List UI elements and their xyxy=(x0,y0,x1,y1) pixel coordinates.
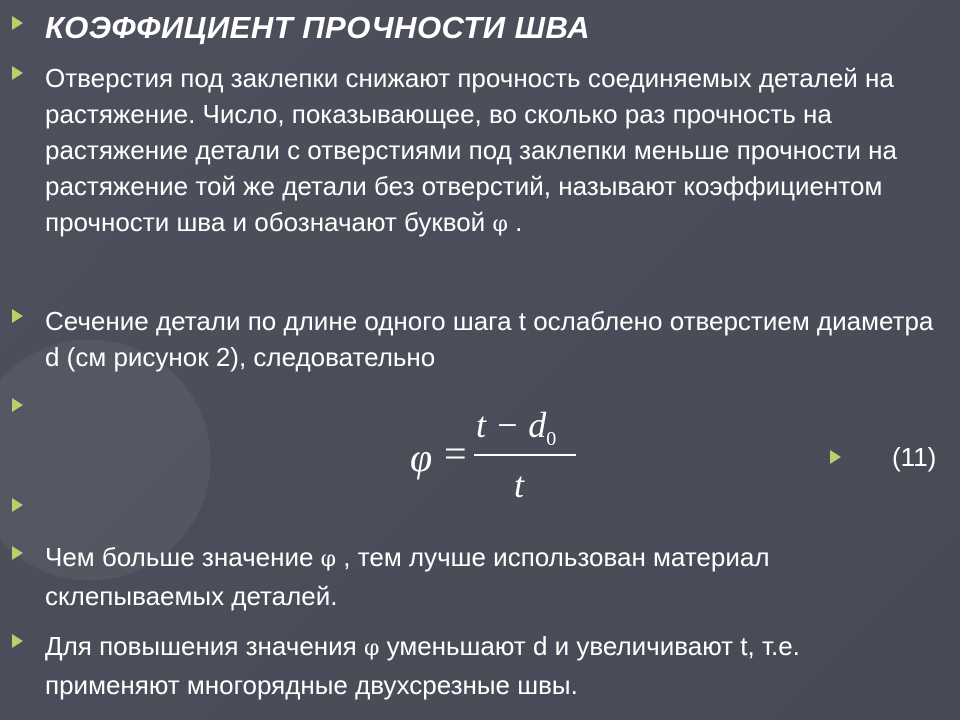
formula-numerator xyxy=(476,404,556,451)
phi-symbol: φ xyxy=(320,547,337,572)
paragraph-definition xyxy=(45,60,935,243)
value-text-b: , тем лучше использован материал склепываемых деталей. xyxy=(45,542,770,611)
definition-end: . xyxy=(507,207,523,237)
bullet-icon xyxy=(12,398,23,412)
formula-phi xyxy=(410,404,580,514)
increase-text-a: Для повышения значения xyxy=(45,631,364,661)
definition-text: Отверстия под заклепки снижают прочность соединяемых деталей на растяжение. Число, показывающее, во сколько раз прочность на растяжение детали с отверстиями под заклепки меньше прочности на растяжение той же детали без отверстий, называют коэффициентом прочности шва и обозначают буквой xyxy=(45,63,897,237)
numerator-text: t − d xyxy=(476,405,547,445)
bullet-icon xyxy=(12,546,23,560)
formula-lhs: φ xyxy=(410,435,433,480)
bullet-icon xyxy=(12,309,23,323)
formula-denominator: t xyxy=(514,465,525,505)
paragraph-increase xyxy=(45,628,935,703)
formula-equals: = xyxy=(444,431,467,476)
phi-symbol: φ xyxy=(363,636,380,661)
bullet-icon xyxy=(12,634,23,648)
numerator-subscript: 0 xyxy=(546,428,557,450)
bullet-icon xyxy=(830,450,841,464)
phi-symbol: φ xyxy=(492,212,508,237)
fraction-bar xyxy=(474,454,576,456)
bullet-icon xyxy=(12,498,23,512)
bullet-icon xyxy=(12,16,23,30)
value-text-a: Чем больше значение xyxy=(45,542,321,572)
paragraph-value xyxy=(45,539,935,614)
increase-text-b: уменьшают d и увеличивают t, т.е. применяют многорядные двухсрезные швы. xyxy=(45,631,800,700)
bullet-icon xyxy=(12,66,23,80)
paragraph-section: Сечение детали по длине одного шага t ослаблено отверстием диаметра d (см рисунок 2), следовательно xyxy=(45,306,934,372)
slide-title: КОЭФФИЦИЕНТ ПРОЧНОСТИ ШВА xyxy=(45,10,591,45)
equation-number: (11) xyxy=(892,442,937,472)
